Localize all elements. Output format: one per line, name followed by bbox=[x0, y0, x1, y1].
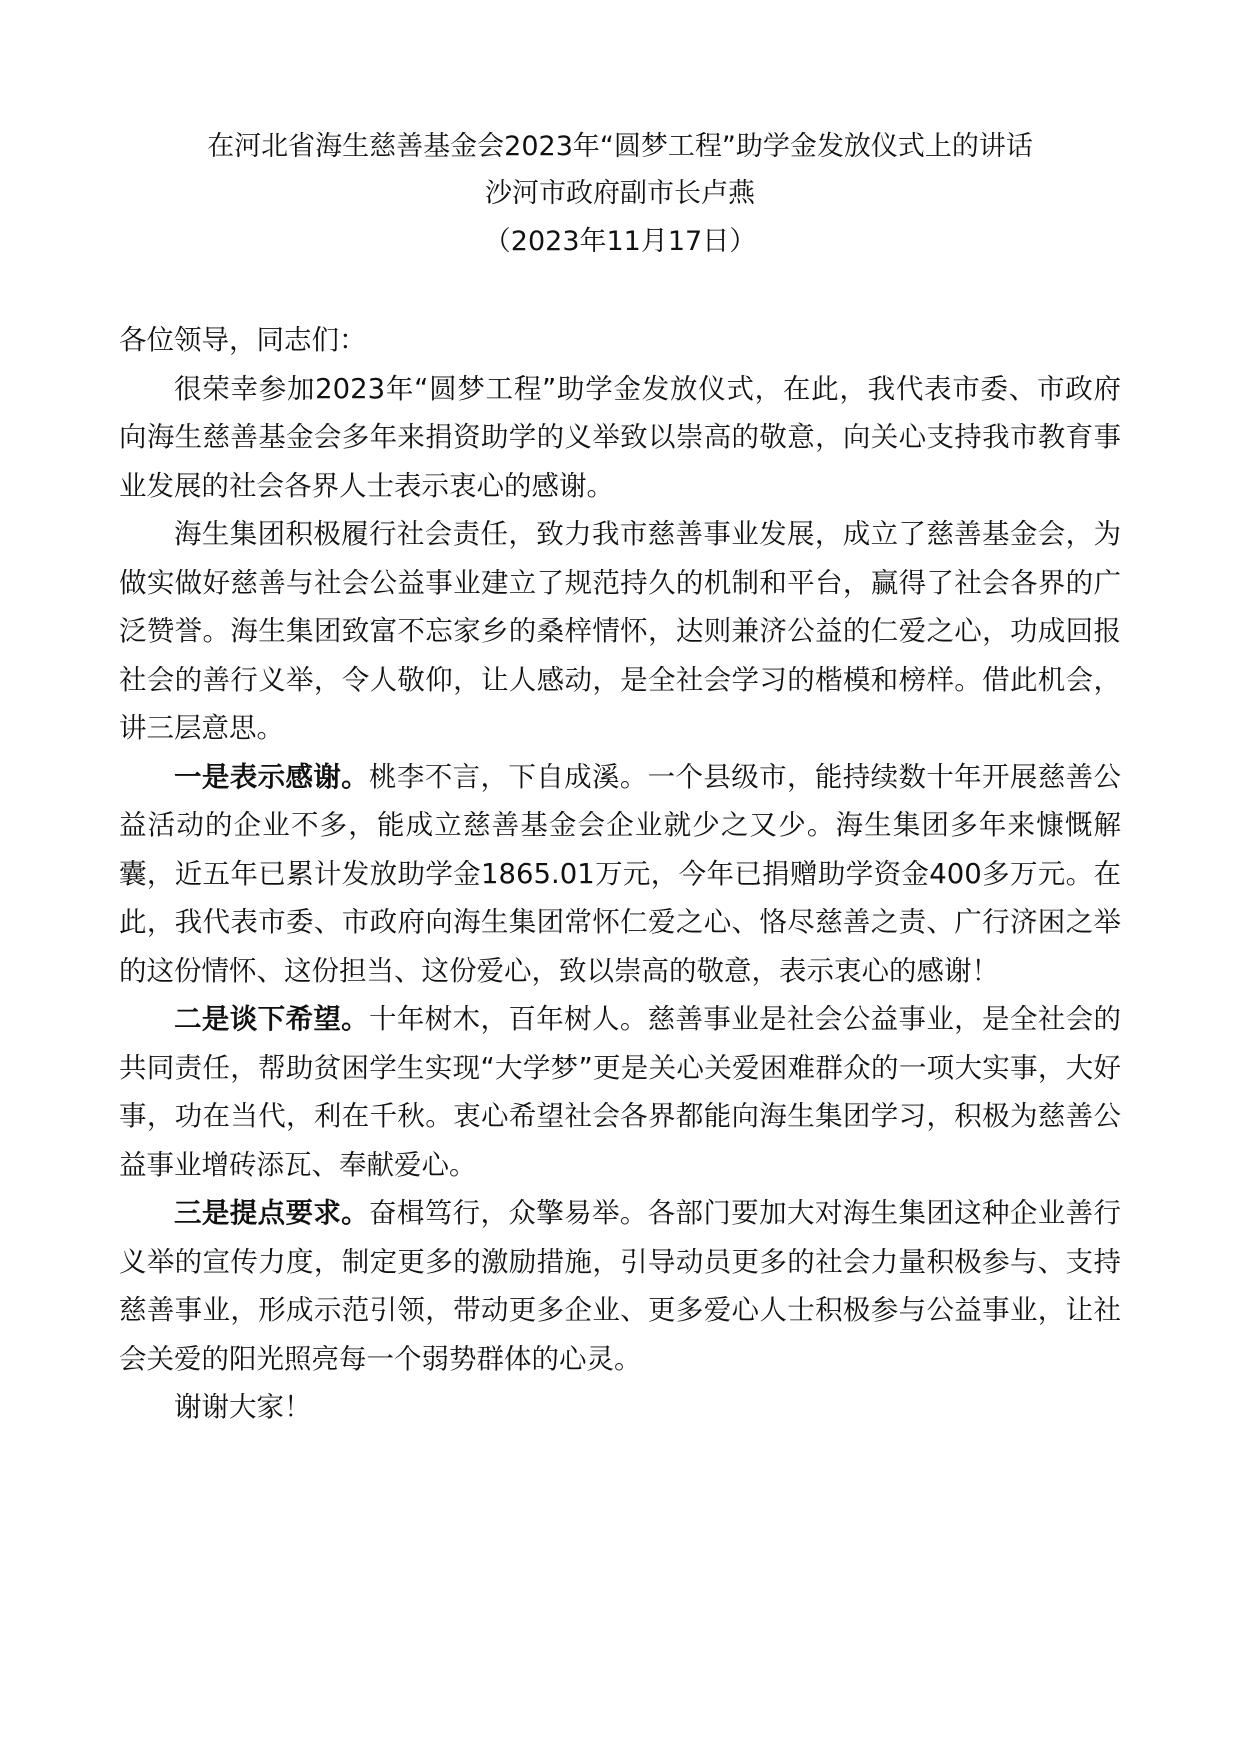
paragraph-text: 十年树木，百年树人。慈善事业是社会公益事业，是全社会的共同责任，帮助贫困学生实现“大学梦”更是关心关爱困难群众的一项大实事，大好事，功在当代，利在千秋。衷心希望社会各界都能向海生集团学习，积极为慈善公益事业增砖添瓦、奉献爱心。 bbox=[119, 1003, 1121, 1181]
closing-text: 谢谢大家！ bbox=[174, 1391, 312, 1423]
salutation: 各位领导，同志们： bbox=[119, 324, 367, 356]
paragraph-text: 桃李不言，下自成溪。一个县级市，能持续数十年开展慈善公益活动的企业不多，能成立慈善基金会企业就少之又少。海生集团多年来慷慨解囊，近五年已累计发放助学金1865.01万元，今年已捐赠助学资金400多万元。在此，我代表市委、市政府向海生集团常怀仁爱之心、恪尽慈善之责、广行济困之举的这份情怀、这份担当、这份爱心，致以崇高的敬意，表示衷心的感谢！ bbox=[119, 760, 1121, 987]
paragraph bbox=[119, 995, 1121, 1189]
document-date: （2023年11月17日） bbox=[483, 226, 757, 257]
paragraph-text: 海生集团积极履行社会责任，致力我市慈善事业发展，成立了慈善基金会，为做实做好慈善与社会公益事业建立了规范持久的机制和平台，赢得了社会各界的广泛赞誉。海生集团致富不忘家乡的桑梓情怀，达则兼济公益的仁爱之心，功成回报社会的善行义举，令人敬仰，让人感动，是全社会学习的楷模和榜样。借此机会，讲三层意思。 bbox=[119, 518, 1121, 744]
paragraph-lead: 三是提点要求。 bbox=[174, 1197, 370, 1229]
document-author: 沙河市政府副市长卢燕 bbox=[485, 178, 755, 209]
paragraph bbox=[119, 1189, 1121, 1383]
document-title: 在河北省海生慈善基金会2023年“圆梦工程”助学金发放仪式上的讲话 bbox=[207, 131, 1033, 162]
paragraph-text: 很荣幸参加2023年“圆梦工程”助学金发放仪式，在此，我代表市委、市政府向海生慈善基金会多年来捐资助学的义举致以崇高的敬意，向关心支持我市教育事业发展的社会各界人士表示衷心的感谢。 bbox=[119, 372, 1121, 502]
paragraph-text: 奋楫笃行，众擎易举。各部门要加大对海生集团这种企业善行义举的宣传力度，制定更多的激励措施，引导动员更多的社会力量积极参与、支持慈善事业，形成示范引领，带动更多企业、更多爱心人士积极参与公益事业，让社会关爱的阳光照亮每一个弱势群体的心灵。 bbox=[119, 1197, 1121, 1375]
paragraph bbox=[119, 365, 1121, 511]
paragraph-lead: 二是谈下希望。 bbox=[174, 1003, 370, 1035]
document-body bbox=[119, 316, 1121, 1432]
paragraph bbox=[119, 510, 1121, 753]
paragraph bbox=[119, 753, 1121, 996]
paragraph-lead: 一是表示感谢。 bbox=[174, 760, 370, 793]
closing bbox=[119, 1383, 1121, 1432]
